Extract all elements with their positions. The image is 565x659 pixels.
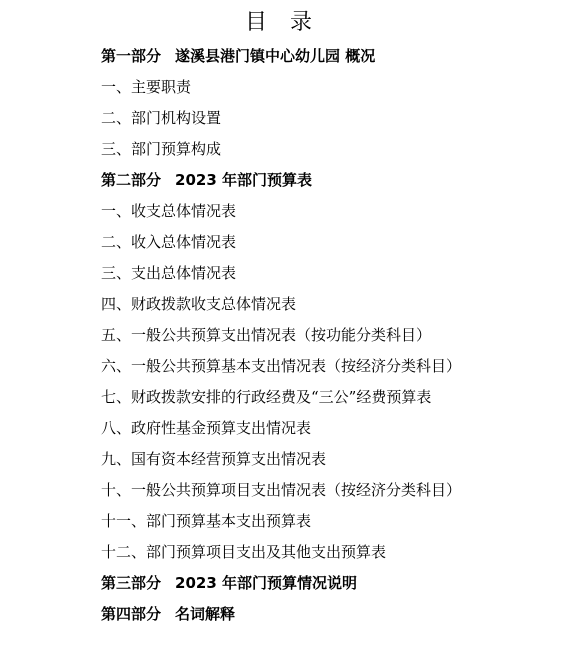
toc-entry xyxy=(101,228,541,259)
toc-entry xyxy=(101,73,541,104)
toc-entry xyxy=(101,538,541,569)
toc-entry xyxy=(101,197,541,228)
toc-entry xyxy=(101,476,541,507)
toc-section-heading xyxy=(101,600,541,631)
toc-entry-text: 六、一般公共预算基本支出情况表（按经济分类科目） xyxy=(101,357,462,375)
toc-section-title: 遂溪县港门镇中心幼儿园 概况 xyxy=(175,47,376,65)
toc-entry xyxy=(101,352,541,383)
toc-entry xyxy=(101,104,541,135)
page-title: 目 录 xyxy=(245,10,320,35)
toc-section-heading xyxy=(101,166,541,197)
toc-section-label: 第三部分 xyxy=(101,574,162,592)
toc-entry xyxy=(101,507,541,538)
toc-entry-text: 四、财政拨款收支总体情况表 xyxy=(101,295,297,313)
toc-section-label: 第四部分 xyxy=(101,605,162,623)
toc-entry xyxy=(101,383,541,414)
toc-entry-text: 十一、部门预算基本支出预算表 xyxy=(101,512,312,530)
toc-entry xyxy=(101,321,541,352)
toc-entry-text: 五、一般公共预算支出情况表（按功能分类科目） xyxy=(101,326,432,344)
toc-entry-text: 三、部门预算构成 xyxy=(101,140,222,158)
toc-entry-text: 七、财政拨款安排的行政经费及“三公”经费预算表 xyxy=(101,388,432,406)
toc-entry xyxy=(101,135,541,166)
toc-entry-text: 十、一般公共预算项目支出情况表（按经济分类科目） xyxy=(101,481,462,499)
toc-entry xyxy=(101,259,541,290)
toc-entry-text: 十二、部门预算项目支出及其他支出预算表 xyxy=(101,543,387,561)
toc-entry-text: 一、主要职责 xyxy=(101,78,192,96)
toc-entry-text: 一、收支总体情况表 xyxy=(101,202,237,220)
toc-entry xyxy=(101,290,541,321)
toc-entry-text: 九、国有资本经营预算支出情况表 xyxy=(101,450,327,468)
toc-entry-text: 二、部门机构设置 xyxy=(101,109,222,127)
toc-entry-text: 八、政府性基金预算支出情况表 xyxy=(101,419,312,437)
toc-entry xyxy=(101,414,541,445)
toc-section-heading xyxy=(101,42,541,73)
toc-section-heading xyxy=(101,569,541,600)
toc-section-title: 2023 年部门预算表 xyxy=(175,171,312,189)
toc-entry-text: 三、支出总体情况表 xyxy=(101,264,237,282)
toc-section-title: 2023 年部门预算情况说明 xyxy=(175,574,357,592)
toc-entry-text: 二、收入总体情况表 xyxy=(101,233,237,251)
toc-section-label: 第一部分 xyxy=(101,47,162,65)
toc-entry xyxy=(101,445,541,476)
toc-section-title: 名词解释 xyxy=(175,605,236,623)
table-of-contents xyxy=(101,42,541,631)
toc-section-label: 第二部分 xyxy=(101,171,162,189)
